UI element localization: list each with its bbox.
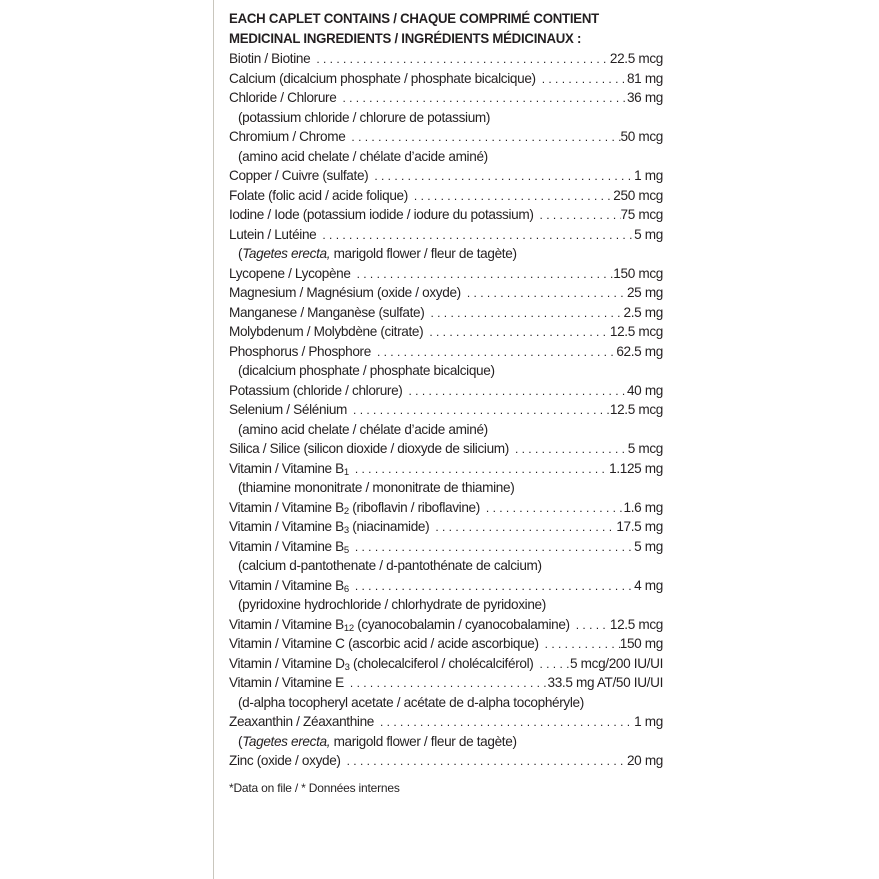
ingredient-row-vitamin-b3 (229, 517, 663, 537)
ingredient-row-zeaxanthin (229, 712, 663, 732)
data-on-file-footnote: *Data on file / * Données internes (229, 780, 400, 795)
ingredient-row-selenium (229, 400, 663, 420)
ingredient-row-lutein (229, 225, 663, 245)
vitamin-subscript: 1 (343, 466, 349, 478)
ingredient-name (229, 517, 429, 537)
ingredient-row-vitamin-b12 (229, 615, 663, 635)
dot-leader (371, 343, 616, 362)
ingredient-name: Vitamin / Vitamine C (ascorbic acid / acide ascorbique) (229, 636, 539, 651)
ingredient-amount: 5 mcg/200 IU/UI (570, 655, 663, 671)
vitamin-form: (cholecalciferol / cholécalciférol) (349, 655, 534, 671)
ingredient-amount: 4 mg (634, 577, 663, 593)
vitamin-form: (cyanocobalamin / cyanocobalamine) (353, 616, 570, 632)
dot-leader (570, 616, 610, 635)
vitamin-label: Vitamin / Vitamine B (229, 616, 344, 632)
vitamin-subscript: 12 (343, 622, 354, 634)
ingredient-name: Potassium (chloride / chlorure) (229, 382, 403, 398)
ingredient-amount: 50 mcg (620, 129, 663, 144)
ingredient-name: Chloride / Chlorure (229, 90, 337, 105)
ingredient-name (229, 537, 349, 557)
ingredient-source: (amino acid chelate / chélate d’acide aminé) (238, 421, 488, 437)
source-rest: marigold flower / fleur de tagète) (330, 733, 517, 749)
ingredient-name: Calcium (dicalcium phosphate / phosphate bicalcique) (229, 70, 536, 86)
ingredient-name: Lycopene / Lycopène (229, 265, 351, 281)
ingredient-source: (amino acid chelate / chélate d’acide aminé) (238, 148, 488, 164)
dot-leader (351, 265, 614, 284)
ingredient-name: Iodine / Iode (potassium iodide / iodure du potassium) (229, 207, 534, 222)
vitamin-subscript: 6 (343, 583, 349, 595)
ingredient-name: Biotin / Biotine (229, 51, 311, 66)
dot-leader (349, 577, 634, 596)
ingredient-amount: 1 mg (634, 714, 663, 729)
ingredient-row-zinc (229, 751, 663, 771)
dot-leader (429, 518, 616, 537)
ingredient-row-magnesium (229, 283, 663, 303)
ingredient-row-vitamin-b2 (229, 498, 663, 518)
ingredient-amount: 25 mg (626, 285, 663, 300)
dot-leader (349, 460, 609, 479)
dot-leader (533, 655, 570, 674)
ingredient-name (229, 576, 349, 596)
supplement-facts-panel (229, 10, 663, 796)
ingredient-name: Folate (folic acid / acide folique) (229, 187, 408, 203)
dot-leader (336, 89, 627, 108)
dot-leader (310, 50, 610, 69)
medicinal-ingredients-heading: MEDICINAL INGREDIENTS / INGRÉDIENTS MÉDICINAUX : (229, 30, 582, 47)
ingredient-amount: 12.5 mcg (609, 616, 663, 632)
dot-leader (344, 674, 548, 693)
ingredient-row-folate (229, 186, 663, 206)
paren-open: ( (238, 733, 243, 749)
ingredient-row-manganese (229, 303, 663, 323)
ingredient-amount: 2.5 mg (623, 304, 663, 320)
ingredient-amount: 62.5 mg (616, 343, 663, 359)
ingredient-amount: 22.5 mcg (609, 51, 663, 66)
ingredient-row-biotin (229, 49, 663, 69)
vitamin-label: Vitamin / Vitamine B (229, 577, 344, 593)
dot-leader (408, 187, 613, 206)
vitamin-label: Vitamin / Vitamine B (229, 519, 344, 534)
ingredient-name: Copper / Cuivre (sulfate) (229, 168, 369, 183)
dot-leader (349, 538, 634, 557)
ingredient-amount: 75 mcg (620, 207, 663, 222)
dot-leader (424, 304, 623, 323)
ingredient-name: Molybdenum / Molybdène (citrate) (229, 324, 424, 339)
source-rest: marigold flower / fleur de tagète) (330, 246, 517, 261)
ingredient-name (229, 615, 570, 635)
ingredient-source: (calcium d-pantothenate / d-pantothénate de calcium) (238, 558, 542, 573)
ingredient-row-vitamin-e (229, 673, 663, 693)
ingredient-amount: 40 mg (626, 382, 663, 398)
ingredient-amount: 12.5 mcg (609, 324, 663, 339)
dot-leader (374, 713, 634, 732)
ingredient-row-lycopene (229, 264, 663, 284)
ingredient-row-vitamin-b6 (229, 576, 663, 596)
dot-leader (509, 440, 628, 459)
dot-leader (461, 284, 627, 303)
ingredient-row-vitamin-b5 (229, 537, 663, 557)
ingredient-name: Phosphorus / Phosphore (229, 343, 371, 359)
ingredient-row-vitamin-b1 (229, 459, 663, 479)
ingredient-row-silica (229, 439, 663, 459)
ingredient-name (229, 459, 349, 479)
vitamin-subscript: 3 (343, 525, 349, 536)
caplet-contains-heading: EACH CAPLET CONTAINS / CHAQUE COMPRIMÉ CONTIENT (229, 11, 600, 27)
dot-leader (368, 167, 634, 186)
ingredient-source: (dicalcium phosphate / phosphate bicalcique) (238, 363, 495, 378)
ingredient-name: Chromium / Chrome (229, 129, 346, 144)
panel-divider-line (213, 0, 214, 879)
ingredient-row-copper (229, 166, 663, 186)
dot-leader (341, 752, 627, 771)
dot-leader (347, 401, 610, 420)
ingredient-amount: 5 mg (634, 226, 663, 242)
ingredient-amount: 150 mcg (613, 265, 663, 281)
vitamin-label: Vitamin / Vitamine B (229, 538, 344, 554)
ingredient-source (229, 244, 663, 264)
ingredient-name: Zinc (oxide / oxyde) (229, 753, 341, 768)
vitamin-subscript: 2 (343, 505, 349, 517)
ingredient-name: Vitamin / Vitamine E (229, 675, 344, 690)
dot-leader (480, 499, 624, 518)
ingredient-name: Lutein / Lutéine (229, 226, 317, 242)
ingredient-source: (thiamine mononitrate / mononitrate de thiamine) (238, 480, 515, 495)
ingredient-name: Manganese / Manganèse (sulfate) (229, 304, 425, 320)
ingredient-source: (potassium chloride / chlorure de potassium) (238, 109, 491, 125)
ingredient-row-molybdenum (229, 322, 663, 342)
ingredient-amount: 5 mcg (627, 441, 663, 456)
ingredient-source: (d-alpha tocopheryl acetate / acétate de d-alpha tocophéryle) (238, 694, 584, 710)
vitamin-label: Vitamin / Vitamine B (229, 499, 344, 515)
ingredient-row-vitamin-c (229, 634, 663, 654)
vitamin-label: Vitamin / Vitamine B (229, 460, 344, 476)
ingredient-row-potassium (229, 381, 663, 401)
ingredient-amount: 17.5 mg (616, 519, 663, 534)
ingredient-amount: 1 mg (634, 168, 663, 183)
ingredient-name: Magnesium / Magnésium (oxide / oxyde) (229, 285, 461, 300)
dot-leader (345, 128, 620, 147)
ingredient-source: (pyridoxine hydrochloride / chlorhydrate de pyridoxine) (238, 597, 546, 612)
ingredient-row-vitamin-d3 (229, 654, 663, 674)
ingredient-amount: 250 mcg (613, 187, 663, 203)
ingredient-amount: 1.6 mg (623, 499, 663, 515)
ingredient-row-chloride (229, 88, 663, 108)
ingredient-amount: 1.125 mg (609, 460, 663, 476)
dot-leader (539, 635, 620, 654)
ingredient-row-calcium (229, 69, 663, 89)
vitamin-form: (riboflavin / riboflavine) (348, 499, 480, 515)
vitamin-label: Vitamin / Vitamine D (229, 655, 345, 671)
ingredient-amount: 150 mg (619, 636, 663, 651)
ingredient-source (229, 732, 663, 752)
ingredient-name: Selenium / Sélénium (229, 402, 348, 417)
ingredient-name (229, 654, 533, 674)
dot-leader (534, 206, 621, 225)
ingredient-amount: 81 mg (626, 70, 663, 86)
ingredient-amount: 36 mg (626, 90, 663, 105)
ingredient-amount: 12.5 mcg (609, 402, 663, 417)
vitamin-form: (niacinamide) (348, 519, 430, 534)
dot-leader (403, 382, 627, 401)
ingredient-row-phosphorus (229, 342, 663, 362)
ingredient-amount: 20 mg (626, 753, 663, 768)
botanical-name: Tagetes erecta, (242, 246, 331, 261)
ingredient-row-chromium (229, 127, 663, 147)
ingredient-amount: 5 mg (634, 538, 663, 554)
paren-open: ( (238, 246, 243, 261)
ingredient-amount: 33.5 mg AT/50 IU/UI (547, 675, 663, 690)
ingredient-name (229, 498, 480, 518)
dot-leader (423, 323, 610, 342)
ingredient-name: Silica / Silice (silicon dioxide / dioxyde de silicium) (229, 441, 509, 456)
ingredient-row-iodine (229, 205, 663, 225)
botanical-name: Tagetes erecta, (242, 733, 331, 749)
dot-leader (536, 70, 627, 89)
dot-leader (316, 226, 634, 245)
vitamin-subscript: 3 (344, 661, 350, 673)
ingredient-name: Zeaxanthin / Zéaxanthine (229, 714, 375, 729)
vitamin-subscript: 5 (343, 544, 349, 556)
